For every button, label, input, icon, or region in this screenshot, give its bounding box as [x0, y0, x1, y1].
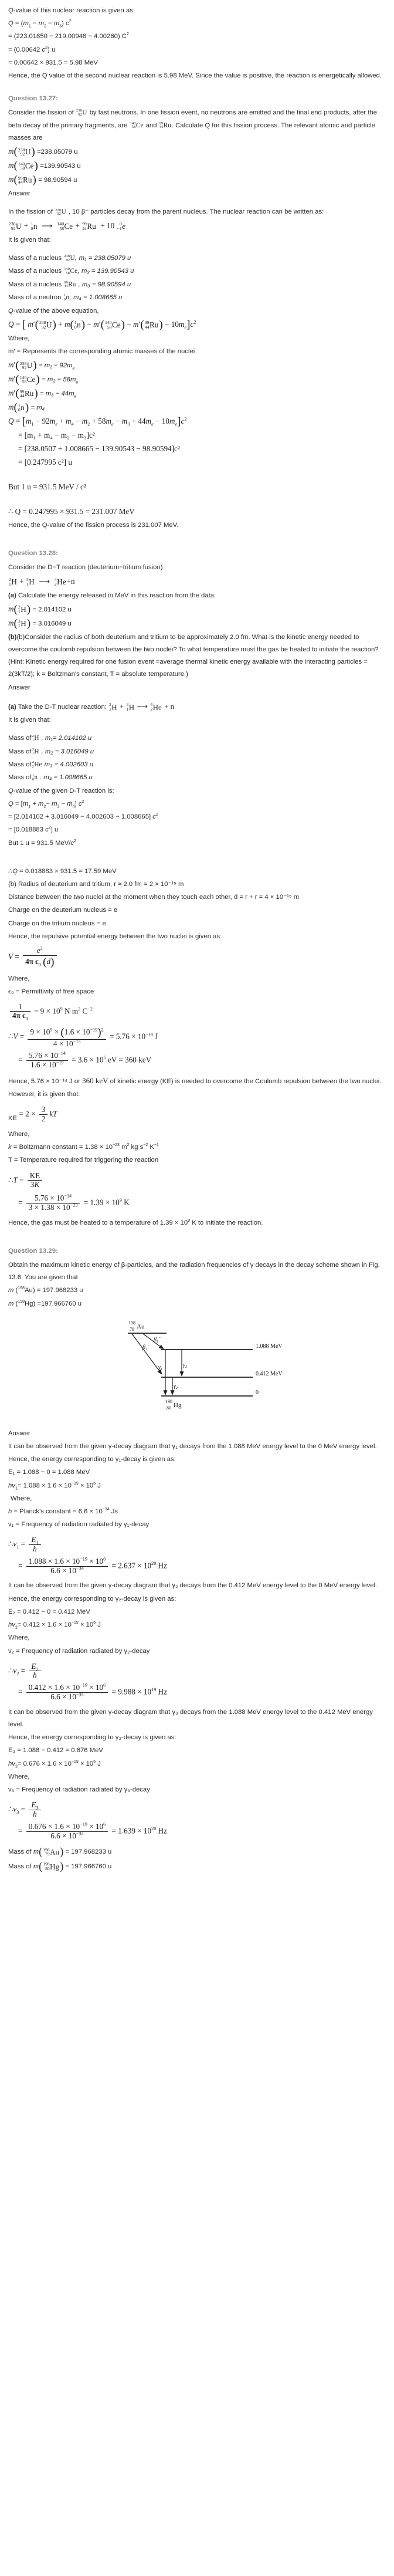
q28-potential-calculation-1: ∴V = $\frac{9 \times 10^9 \times (1.6 \times 10^{-19})^2}{4 \times 10^{-15}}$ = $5.76 \times 10^{-14}$ J: [8, 1026, 158, 1048]
q27-q-expansion-line-2: = [m₁ + m₄ − m₂ − m₃]c²: [18, 431, 95, 440]
q28-b-distance: Distance between the two nuclei at the moment when they touch each other, d = r + r = 4 × 10⁻¹⁵ m: [8, 894, 300, 901]
q28-temperature-formula: ∴T = $\frac{KE}{3K}$: [8, 1172, 386, 1190]
q27-m1-lead: Mass of a nucleus: [8, 255, 62, 262]
q29-mass-hg-lead: Mass of: [8, 1862, 32, 1870]
nuclide-h2: 2 1 H: [32, 734, 39, 742]
q27-mprime-ru-value: = m₃ − 44m: [40, 390, 74, 398]
q28-mass-n-value: . m₄ = 1.008665 u: [40, 774, 93, 782]
q27-where-label: Where,: [8, 334, 30, 342]
q29-gamma2-observation: It can be observed from the given γ-decay diagram that γ₂ decays from the 0.412 MeV energy level to the 0 MeV energy level.: [8, 1582, 378, 1590]
q28-stem: Consider the D−T reaction (deuterium−tritium fusion): [8, 564, 163, 572]
q27-m3-line: [8, 279, 386, 291]
q29-gamma2-energy: E₂ = 0.412 − 0 = 0.412 MeV: [8, 1608, 90, 1615]
q29-gamma1-hv: $hv_1= 1.088 \times 1.6 \times 10^{-19} \times 10^6$ J: [8, 1481, 101, 1490]
q27-mass-ru-line: m( 99 44 Ru) = 98.90594 u: [8, 174, 77, 187]
q29-mass-au-value: = 197.968233 u: [65, 1848, 112, 1856]
q27-m1-line: [8, 252, 386, 265]
q28-ke-needed: [8, 1074, 386, 1088]
q27-m2-value: m₂ = 139.90543 u: [81, 268, 134, 275]
q29-planck-constant: h = Planck's constant = $6.6 \times 10^{-34}$ Js: [8, 1507, 118, 1515]
question-13-28-heading: Question 13.28:: [8, 550, 58, 557]
q27-m4-lead: Mass of a neutron: [8, 294, 62, 302]
q27-given-label: It is given that:: [8, 236, 51, 244]
nuclide-u238-3: 238 92 U,: [64, 254, 77, 262]
q28-ke-needed-value: 360 keV: [82, 1076, 108, 1086]
nuclide-hg198: m( 198 80 Hg): [33, 1860, 64, 1872]
nuclide-n1: 1 0 n,: [63, 293, 71, 302]
q28-b-charge-deuterium: Charge on the deuterium nucleus = e: [8, 907, 118, 914]
nuclide-he4: 4 2 He: [32, 760, 42, 769]
q28-b-charge-tritium: Charge on the tritium nucleus = e: [8, 919, 106, 927]
figure-gamma1-label: $\gamma_1$: [158, 1364, 162, 1371]
q27-m4-value: m₄ = 1.008665 u: [73, 294, 123, 302]
q27-m3-value: , m₃ = 98.90594 u: [78, 281, 131, 289]
q28-b-radius: (b) Radius of deuterium and tritium, r ≈ 2.0 fm = 2 × 10⁻¹⁵ m: [8, 881, 184, 888]
q27-mprime-u: m′( 238 92 $U) = m_1 - 92m_e$: [8, 359, 75, 372]
q27-stem-part-a: Consider the fission of: [8, 109, 74, 117]
q27-answer-lead: [8, 206, 386, 218]
q28-mass-tritium-value: = 3.016049 u: [32, 620, 72, 627]
figure-gamma3-label: $\gamma_3$: [183, 1361, 187, 1369]
q27-m2-lead: Mass of a nucleus: [8, 268, 62, 275]
decay-scheme-svg: [109, 1314, 285, 1425]
q29-gamma1-energy-lead: Hence, the energy corresponding to γ₁-decay is given as:: [8, 1456, 176, 1463]
figure-beta2-label: $\beta_2^-$: [142, 1343, 150, 1351]
top-closing: Hence, the Q value of the second nuclear reaction is 5.98 MeV. Since the value is positive, the reaction is energetically allowed.: [8, 72, 382, 80]
nuclide-au198: m( 198 79 Au): [33, 1845, 64, 1858]
q29-where-label-2: Where,: [8, 1634, 30, 1642]
q27-m4-line: [8, 292, 386, 304]
q27-reaction-equation: 238 92 U + 1 0 n ⟶ 140 58 Ce + 99 44 Ru + 10 0 −1 e: [9, 221, 126, 231]
top-eq-3: = (0.00642 $c^2$) u: [8, 45, 56, 53]
q27-unit-conversion: But 1 u = 931.5 MeV / c²: [8, 482, 86, 492]
q28-epsilon-definition: ϵ₀ = Permittivity of free space: [8, 988, 94, 996]
nuclide-ru99: 99 44 Ru: [159, 121, 171, 130]
q28-where-label-1: Where,: [8, 975, 30, 983]
q29-stem: Obtain the maximum kinetic energy of β-particles, and the radiation frequencies of γ decays in the decay scheme shown in Fig. 13.6. You are given that: [8, 1261, 380, 1282]
top-eq-2: = (223.01850 − 219.00948 − 4.00260) $C^2$: [8, 32, 129, 40]
figure-parent-atomic-number: 79: [130, 1326, 134, 1332]
q28-mass-d-value: , m₁= 2.014102 u: [41, 735, 92, 742]
q29-mass-hg-value: = 197.966760 u: [65, 1862, 112, 1870]
q29-gamma2-hv: $hv_2= 0.412 \times 1.6 \times 10^{-19} \times 10^6$ J: [8, 1621, 101, 1630]
question-13-27-heading: Question 13.27:: [8, 95, 58, 103]
q27-q-expansion-line-1: $Q = [m_1 - 92m_e + m_4 - m_2 + 58m_e - m_3 + 44m_e - 10m_e]c^2$: [8, 415, 187, 428]
q29-v1-definition: v₁ = Frequency of radiation radiated by γ₁-decay: [8, 1521, 150, 1529]
q28-given-label: It is given that:: [8, 716, 51, 724]
top-block: [8, 5, 386, 82]
q29-v2-formula: $\therefore v_2$ = $\frac{E_2}{h}$: [8, 1662, 386, 1681]
q27-stem-part-c: and: [145, 121, 157, 129]
q27-answer-label: Answer: [8, 190, 30, 198]
figure-parent-mass-number: 198: [128, 1320, 135, 1326]
q27-m3-lead: Mass of a nucleus: [8, 281, 62, 289]
q28-coulomb-constant: $\frac{1}{4\pi \epsilon_0}$ = $9 \times 10^9$ N $m^2$ $C^{-2}$: [8, 1003, 386, 1021]
q27-mass-ce-value: =139.90543 u: [40, 163, 81, 170]
nuclide-ce140: 140 58 Ce: [130, 121, 144, 130]
q27-qvalue-equation: Q = [ m′( 238 92 U) + m( 1 0 n) − m′( 140 58 Ce) − m′( 99 44 $Ru) - 10m_e]c^2$: [8, 318, 196, 331]
q27-mass-u-line: m( 238 92 U) =238.05079 u: [8, 146, 78, 158]
top-eq-4: = 0.00642 × 931.5 = 5.98 MeV: [8, 59, 98, 66]
q29-gamma1-observation: It can be observed from the given γ-decay diagram that γ₁ decays from the 1.088 MeV energy level to the 0 MeV energy level.: [8, 1442, 377, 1450]
q29-v2-calculation: = $\frac{0.412 \times 1.6 \times 10^{-19} \times 10^6}{6.6 \times 10^{-34}}$ = $9.988 \times 10^{19}$ Hz: [18, 1682, 168, 1702]
q28-final-q: ∴Q = 0.018883 × 931.5 = 17.59 MeV: [8, 867, 117, 875]
q27-m2-line: [8, 265, 386, 278]
q28-mass-d-lead: Mass of: [8, 735, 32, 742]
q28-ke-formula: KE = 2 × $\frac{3}{2}$ kT: [8, 1105, 57, 1124]
decay-scheme-figure: [8, 1314, 386, 1425]
q28-q-line-3: = [0.018883 $c^2$] u: [8, 826, 59, 834]
top-eq-1: $Q = (m_1 - m_2 - m_3)$ $c^2$: [8, 19, 72, 29]
q28-mass-deuterium: m( 2 1 H) = 2.014102 u: [8, 603, 72, 616]
q28-q-line-2: = [2.014102 + 3.016049 − 4.002603 − 1.008665] $c^2$: [8, 813, 158, 821]
q27-mprime-ru: m′( 99 44 $Ru) = m_3 - 44m_e$: [8, 387, 77, 400]
q29-v3-definition: v₃ = Frequency of radiation radiated by γ₃-decay: [8, 1786, 150, 1794]
nuclide-n1-b: 1 0 n: [32, 773, 38, 782]
q28-mass-he-lead: Mass of: [8, 761, 32, 769]
q29-gamma3-energy: E₃ = 1.088 − 0.412 = 0.676 MeV: [8, 1747, 103, 1754]
q29-mass-hg: m ($^{198}$Hg) =197.966760 u: [8, 1299, 82, 1307]
q27-mprime-ce: m′( 140 58 $Ce) = m_2 - 58m_e$: [8, 373, 79, 386]
q29-gamma3-energy-lead: Hence, the energy corresponding to γ₃-decay is given as:: [8, 1734, 176, 1742]
q27-stem-part-b: by fast neutrons. In one fission event, no neutrons are emitted and the final end products, after the beta decay of the primary fragments, are: [8, 109, 378, 129]
q27-q-expansion-line-3: = [238.0507 + 1.008665 − 139.90543 − 98.90594]c²: [18, 444, 180, 454]
q27-mass-ru-value: = 98.90594 u: [38, 177, 77, 184]
q28-answer-a-lead: (a) Take the D-T nuclear reaction: 2 1 H + 3 1 H ⟶ 4 2 He + n: [8, 701, 175, 712]
q29-mass-au-line: [8, 1845, 386, 1858]
q27-m-neutron: m( 1 0 n) = m₄: [8, 401, 45, 414]
q27-q-expansion-line-4: = [0.247995 c²] u: [18, 458, 72, 467]
q29-answer-label: Answer: [8, 1429, 30, 1437]
q27-stem-part-d: . Calculate Q for this fission process. The relevant atomic and particle masses are: [8, 121, 375, 142]
q28-mass-d-line: [8, 732, 386, 745]
q28-mass-t-line: [8, 746, 386, 758]
nuclide-ce140-3: 140 58 Ce,: [64, 267, 79, 276]
q29-mass-au-lead: Mass of: [8, 1848, 32, 1856]
q28-part-a-question: (a) Calculate the energy released in MeV in this reaction from the data:: [8, 591, 216, 599]
q27-qvalue-label: Q-value of the above equation,: [8, 307, 99, 315]
q29-gamma1-energy: E₁ = 1.088 − 0 = 1.088 MeV: [8, 1469, 90, 1476]
q28-mass-t-lead: Mass of: [8, 748, 32, 755]
q28-mass-n-line: [8, 772, 386, 784]
q28-answer-label: Answer: [8, 684, 30, 691]
figure-level-0412-label: 0.412 MeV: [256, 1370, 283, 1377]
figure-level-ground-label: 0: [256, 1389, 259, 1396]
figure-gamma2-label: $\gamma_2$: [174, 1382, 178, 1390]
q29-v2-definition: v₂ = Frequency of radiation radiated by γ₂-decay: [8, 1647, 150, 1655]
q28-ke-needed-b: of kinetic energy (KE) is needed to overcome the Coulomb repulsion between the two nuclei.: [110, 1078, 382, 1086]
q28-potential-energy-formula: V = $\frac{e^2}{4\pi \epsilon_0 (d)}$: [8, 946, 386, 968]
q29-v1-formula: $\therefore v_1$ = $\frac{E_1}{h}$: [8, 1536, 386, 1554]
figure-beta1-label: $\beta_1^-$: [154, 1335, 161, 1344]
q28-part-b-question: (b)(b)Consider the radius of both deuterium and tritium to be approximately 2.0 fm. What is the kinetic energy needed to overcome the coulomb repulsion between the two nuclei? To what temperature must the gas be heated to initiate the reaction? (Hint: Kinetic energy required for one fusion event =average thermal kinetic energy available with the interacting particles = 2(3kT/2); k = Boltzman's constant, T = absolute temperature.): [8, 633, 379, 678]
q28-mass-t-value: , m₂ = 3.016049 u: [41, 748, 94, 755]
q28-final-conclusion: Hence, the gas must be heated to a temperature of $1.39 \times 10^9$ K to initiate the reaction.: [8, 1218, 263, 1226]
q28-q-line-1: $Q = [m_1 + m_2- m_3 - m_4]$ $c^2$: [8, 800, 84, 809]
q27-m1-value: m₁ = 238.05079 u: [79, 255, 131, 262]
q27-mass-u-value: =238.05079 u: [37, 148, 78, 156]
q27-mass-ce-line: m( 140 58 Ce) =139.90543 u: [8, 160, 81, 173]
q27-stem: [8, 107, 386, 144]
nuclide-u238: 238 92 U: [76, 109, 87, 117]
q28-where-label-2: Where,: [8, 1130, 30, 1138]
q28-mass-n-lead: Mass of: [8, 774, 32, 782]
q29-v3-calculation: = $\frac{0.676 \times 1.6 \times 10^{-19} \times 10^6}{6.6 \times 10^{-34}}$ = $1.639 \times 10^{20}$ Hz: [18, 1821, 168, 1840]
q28-mass-he-line: [8, 759, 386, 771]
q27-mprime-u-value: = m₁ − 92m: [38, 362, 73, 370]
q28-boltzmann-constant: k = Boltzmann constant = $1.38 \times 10^{-23}$ $m^2$ kg $s^{-2}$ $K^{-1}$: [8, 1143, 159, 1151]
q28-ke-needed-a: Hence, 5.76 × 10⁻¹⁴ J or: [8, 1078, 80, 1086]
q28-unit-conversion: But 1 u = 931.5 MeV/$c^2$: [8, 839, 77, 847]
figure-level-1088-label: 1.088 MeV: [256, 1343, 283, 1350]
q29-gamma2-energy-lead: Hence, the energy corresponding to γ₂-decay is given as:: [8, 1595, 176, 1603]
nuclide-u238-2: 238 92 U: [55, 208, 66, 217]
q27-final-q: ∴ Q = 0.247995 × 931.5 = 231.007 MeV: [8, 507, 135, 516]
q29-mass-hg-line: [8, 1860, 386, 1873]
q28-temperature-calculation: = $\frac{5.76 \times 10^{-14}}{3 \times 1.38 \times 10^{-23}}$ = $1.39 \times 10^9$ K: [18, 1193, 130, 1212]
q27-conclusion: Hence, the Q-value of the fission process is 231.007 MeV.: [8, 522, 179, 529]
q28-part-b-text: (b)Consider the radius of both deuterium and tritium to be approximately 2.0 fm. What is the kinetic energy needed to overcome the coulomb repulsion between the two nuclei? To what temperature must the gas be heated to initiate the reaction? (Hint: Kinetic energy required for one fusion event =average thermal kinetic energy available with the interacting particles = 2(3kT/2); k = Boltzman's constant, T = absolute temperature.): [8, 633, 379, 678]
q28-answer-reaction: 2 1 H + 3 1 H ⟶ 4 2 He + n: [109, 701, 175, 712]
q29-gamma3-observation: It can be observed from the given γ-decay diagram that γ₃ decays from the 1.088 MeV energy level to the 0.412 MeV energy level.: [8, 1708, 373, 1729]
q29-v1-calculation: = $\frac{1.088 \times 1.6 \times 10^{-19} \times 10^6}{6.6 \times 10^{-34}}$ = $2.637 \times 10^{20}$ Hz: [18, 1556, 168, 1575]
nuclide-h3: 3 1 H: [32, 747, 39, 756]
q28-mass-deuterium-value: = 2.014102 u: [32, 606, 72, 613]
q27-mprime-ce-value: = m₂ − 58m: [42, 376, 76, 384]
question-13-29-heading: Question 13.29:: [8, 1247, 58, 1255]
q29-gamma3-hv: $hv_3= 0.676 \times 1.6 \times 10^{-19} \times 10^6$ J: [8, 1759, 101, 1769]
q27-mprime-definition: m′ = Represents the corresponding atomic masses of the nuclei: [8, 348, 195, 356]
q27-answer-lead-b: , 10 β⁻ particles decay from the parent nucleus. The nuclear reaction can be written as:: [68, 208, 324, 216]
figure-daughter-element: Hg: [174, 1401, 182, 1409]
q28-potential-calculation-2: = $\frac{5.76 \times 10^{-14}}{1.6 \times 10^{-19}}$ = $3.6 \times 10^5$ eV = 360 keV: [18, 1051, 152, 1070]
qvalue-lead: Q-value of this nuclear reaction is given as:: [8, 7, 135, 14]
q28-mass-he-value: m₃ = 4.002603 u: [44, 761, 93, 769]
nuclide-ru99-3: 99 44 Ru: [64, 280, 76, 289]
q27-m-neutron-value: = m₄: [30, 404, 45, 412]
q29-where-label-3: Where,: [8, 1773, 30, 1780]
q29-mass-au: m ($^{198}$Au) = 197.968233 u: [8, 1286, 83, 1294]
q28-qvalue-label: Q-value of the given D-T reaction is:: [8, 787, 114, 795]
q28-b-pe-lead: Hence, the repulsive potential energy between the two nuclei is given as:: [8, 932, 222, 940]
q27-answer-lead-a: In the fission of: [8, 208, 53, 216]
figure-daughter-atomic-number: 80: [167, 1405, 171, 1411]
q28-temperature-definition: T = Temperature required for triggering the reaction: [8, 1157, 159, 1164]
q29-where-label-1: Where,: [11, 1495, 32, 1502]
q28-dt-reaction: 2 1 H + 3 1 H ⟶ 4 2 He+n: [9, 576, 75, 587]
q28-however: However, it is given that:: [8, 1091, 80, 1098]
q28-mass-tritium: m( 3 1 H) = 3.016049 u: [8, 617, 72, 630]
figure-parent-element: Au: [137, 1323, 145, 1330]
q29-v3-formula: $\therefore v_3$ = $\frac{E_3}{h}$: [8, 1801, 386, 1819]
figure-daughter-mass-number: 198: [165, 1398, 172, 1404]
